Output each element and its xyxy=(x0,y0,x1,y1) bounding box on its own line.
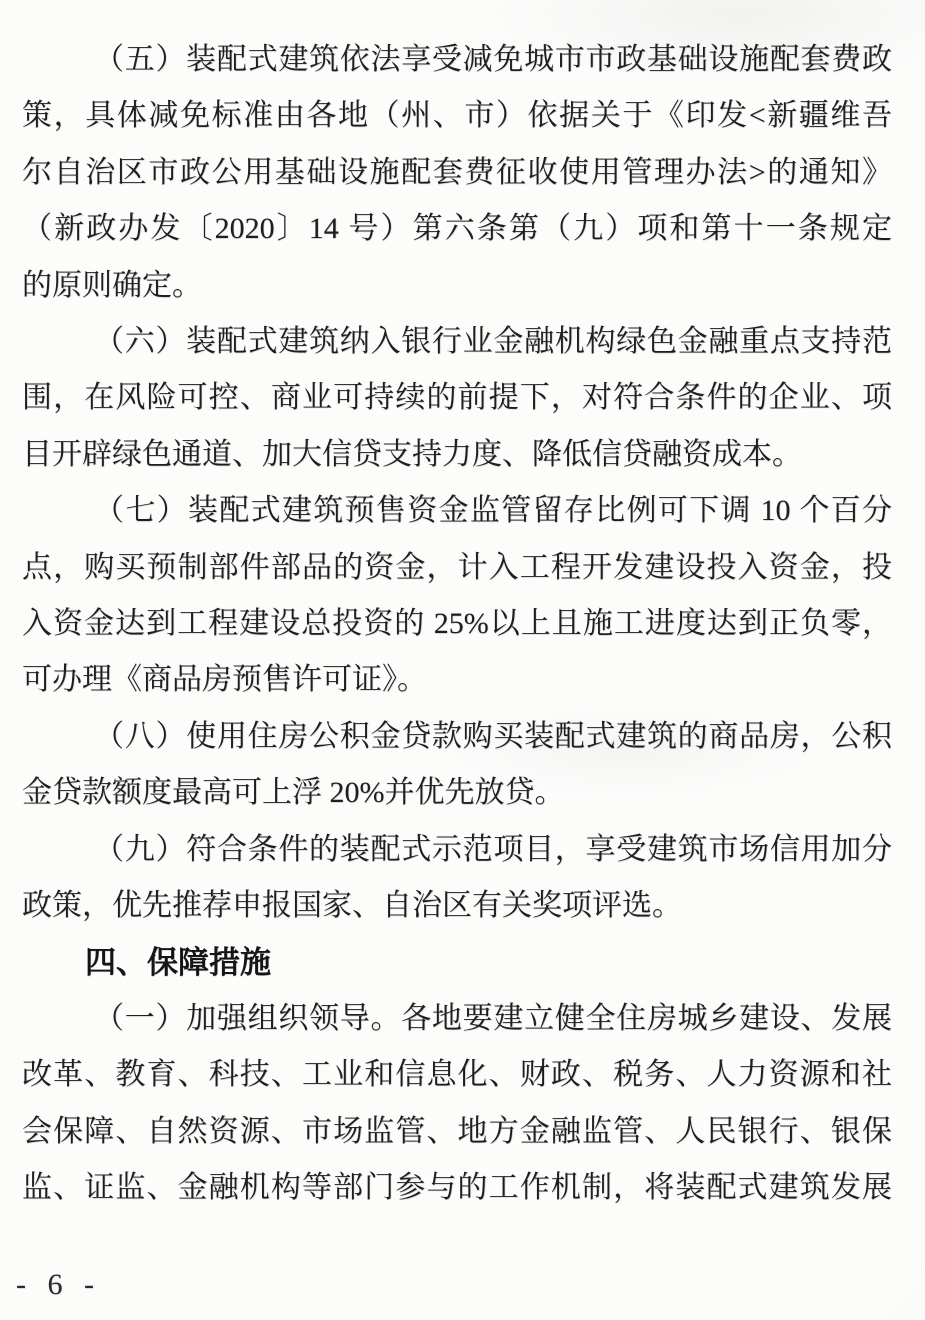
text-line: 金贷款额度最高可上浮 20%并优先放贷。 xyxy=(22,776,565,810)
text-line: （七）装配式建筑预售资金监管留存比例可下调 10 个百分 xyxy=(94,494,892,528)
text-line: （六）装配式建筑纳入银行业金融机构绿色金融重点支持范 xyxy=(94,325,892,359)
text-line: 目开辟绿色通道、加大信贷支持力度、降低信贷融资成本。 xyxy=(22,437,802,471)
text-line: （五）装配式建筑依法享受减免城市市政基础设施配套费政 xyxy=(94,43,892,76)
page-number: - 6 - xyxy=(16,1268,101,1301)
text-line: 政策，优先推荐申报国家、自治区有关奖项评选。 xyxy=(22,889,682,923)
text-line: 围，在风险可控、商业可持续的前提下，对符合条件的企业、项 xyxy=(22,381,892,415)
text-line: （一）加强组织领导。各地要建立健全住房城乡建设、发展 xyxy=(94,1001,892,1035)
text-line: （九）符合条件的装配式示范项目，享受建筑市场信用加分 xyxy=(94,832,892,866)
text-line: 监、证监、金融机构等部门参与的工作机制，将装配式建筑发展 xyxy=(22,1171,892,1205)
text-line: 的原则确定。 xyxy=(22,268,202,302)
text-line: 改革、教育、科技、工业和信息化、财政、税务、人力资源和社 xyxy=(22,1058,892,1092)
text-line: （新政办发〔2020〕14 号）第六条第（九）项和第十一条规定 xyxy=(22,212,892,246)
text-line: 可办理《商品房预售许可证》。 xyxy=(22,663,427,697)
text-line: 尔自治区市政公用基础设施配套费征收使用管理办法>的通知》 xyxy=(22,155,892,189)
text-line: 策，具体减免标准由各地（州、市）依据关于《印发<新疆维吾 xyxy=(22,99,892,133)
text-line: 入资金达到工程建设总投资的 25%以上且施工进度达到正负零， xyxy=(22,607,892,641)
text-line: （八）使用住房公积金贷款购买装配式建筑的商品房，公积 xyxy=(94,719,892,753)
text-line: 会保障、自然资源、市场监管、地方金融监管、人民银行、银保 xyxy=(22,1114,892,1148)
section-heading: 四、保障措施 xyxy=(85,944,271,980)
text-line: 点，购买预制部件部品的资金，计入工程开发建设投入资金，投 xyxy=(22,550,892,584)
